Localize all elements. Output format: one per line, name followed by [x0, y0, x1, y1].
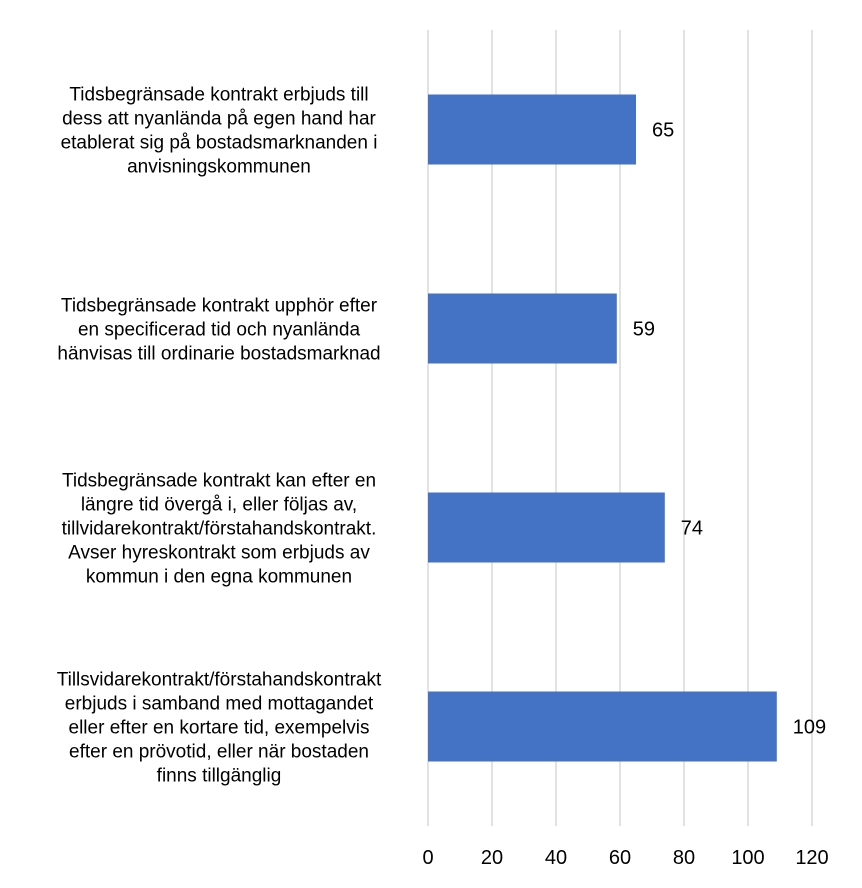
bars	[428, 95, 777, 762]
category-label-line: finns tillgänglig	[156, 765, 282, 787]
category-label-3	[62, 471, 377, 588]
category-label-line: erbjuds i samband med mottagandet	[64, 693, 374, 715]
data-labels	[633, 120, 826, 739]
category-label-line: Tillsvidarekontrakt/förstahandskontrakt	[56, 669, 382, 691]
x-tick-label-80: 80	[672, 847, 696, 869]
x-tick-label-60: 60	[608, 847, 632, 869]
category-label-line: dess att nyanlända på egen hand har	[62, 108, 376, 130]
category-labels	[57, 85, 382, 787]
x-tick-label-20: 20	[480, 847, 504, 869]
category-label-line: längre tid övergå i, eller följas av,	[80, 494, 358, 516]
category-label-line: Tidsbegränsade kontrakt upphör efter	[60, 295, 378, 317]
x-tick-label-0: 0	[422, 847, 434, 869]
category-label-2	[57, 296, 380, 365]
data-label-3: 74	[680, 517, 704, 540]
category-label-line: efter en prövotid, eller när bostaden	[69, 741, 369, 763]
category-label-line: anvisningskommunen	[127, 156, 311, 178]
category-label-line: en specificerad tid och nyanlända	[77, 319, 361, 341]
data-label-2: 59	[632, 318, 656, 341]
x-tick-label-100: 100	[731, 847, 765, 869]
data-label-4: 109	[792, 716, 827, 739]
bar-3	[428, 493, 665, 563]
bar-2	[428, 294, 617, 364]
category-label-line: etablerat sig på bostadsmarknanden i	[60, 132, 378, 154]
category-label-line: Tidsbegränsade kontrakt kan efter en	[61, 470, 377, 492]
x-axis-ticks	[422, 847, 828, 869]
category-label-line: eller efter en kortare tid, exempelvis	[68, 717, 370, 739]
category-label-line: Avser hyreskontrakt som erbjuds av	[68, 542, 370, 564]
data-label-1: 65	[652, 119, 675, 142]
bar-1	[428, 95, 636, 165]
category-label-line: Tidsbegränsade kontrakt erbjuds till	[69, 84, 369, 106]
category-label-line: hänvisas till ordinarie bostadsmarknad	[57, 343, 381, 365]
x-tick-label-120: 120	[795, 847, 829, 869]
category-label-line: tillvidarekontrakt/förstahandskontrakt.	[61, 518, 377, 540]
bar-4	[428, 692, 777, 762]
category-label-line: kommun i den egna kommunen	[85, 566, 353, 588]
category-label-1	[61, 85, 378, 178]
x-tick-label-40: 40	[544, 847, 568, 869]
category-label-4	[57, 670, 382, 787]
